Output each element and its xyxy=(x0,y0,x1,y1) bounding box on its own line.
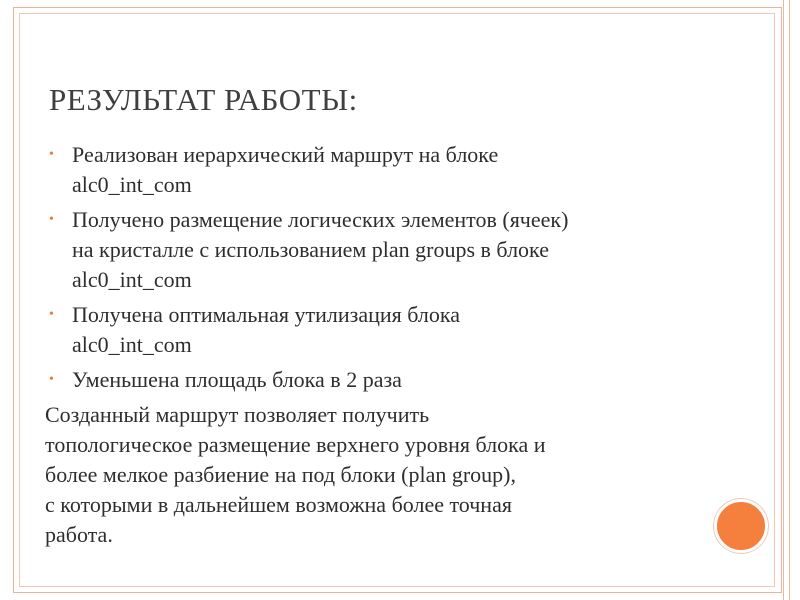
paragraph-line: Созданный маршрут позволяет получить xyxy=(45,402,430,427)
paragraph-line: более мелкое разбиение на под блоки (plan group), xyxy=(45,462,516,487)
bullet-icon: • xyxy=(49,372,54,387)
bullet-line: Уменьшена площадь блока в 2 раза xyxy=(72,367,402,392)
bullet-line: на кристалле с использованием plan groups в блоке xyxy=(72,237,549,262)
bullet-icon: • xyxy=(49,212,54,227)
bullet-item xyxy=(45,300,715,360)
bullet-icon: • xyxy=(49,307,54,322)
slide-title: РЕЗУЛЬТАТ РАБОТЫ: xyxy=(49,82,358,117)
bullet-line: alc0_int_com xyxy=(72,267,192,292)
bullet-line: Получено размещение логических элементов (ячеек) xyxy=(72,207,569,232)
right-decor-line xyxy=(789,0,790,600)
paragraph-line: работа. xyxy=(45,522,113,547)
bullet-line: alc0_int_com xyxy=(72,332,192,357)
bullet-line: Реализован иерархический маршрут на блоке xyxy=(72,142,499,167)
bullet-item xyxy=(45,205,715,295)
slide-content xyxy=(45,140,715,550)
bullet-item xyxy=(45,365,715,395)
bullet-icon: • xyxy=(49,147,54,162)
paragraph-line: топологическое размещение верхнего уровня блока и xyxy=(45,432,546,457)
bullet-line: Получена оптимальная утилизация блока xyxy=(72,302,461,327)
paragraph-line: с которыми в дальнейшем возможна более точная xyxy=(45,492,512,517)
decorative-circle xyxy=(714,499,768,553)
summary-paragraph xyxy=(45,400,715,550)
bullet-line: alc0_int_com xyxy=(72,172,192,197)
bullet-item xyxy=(45,140,715,200)
right-decor-line xyxy=(783,0,784,600)
